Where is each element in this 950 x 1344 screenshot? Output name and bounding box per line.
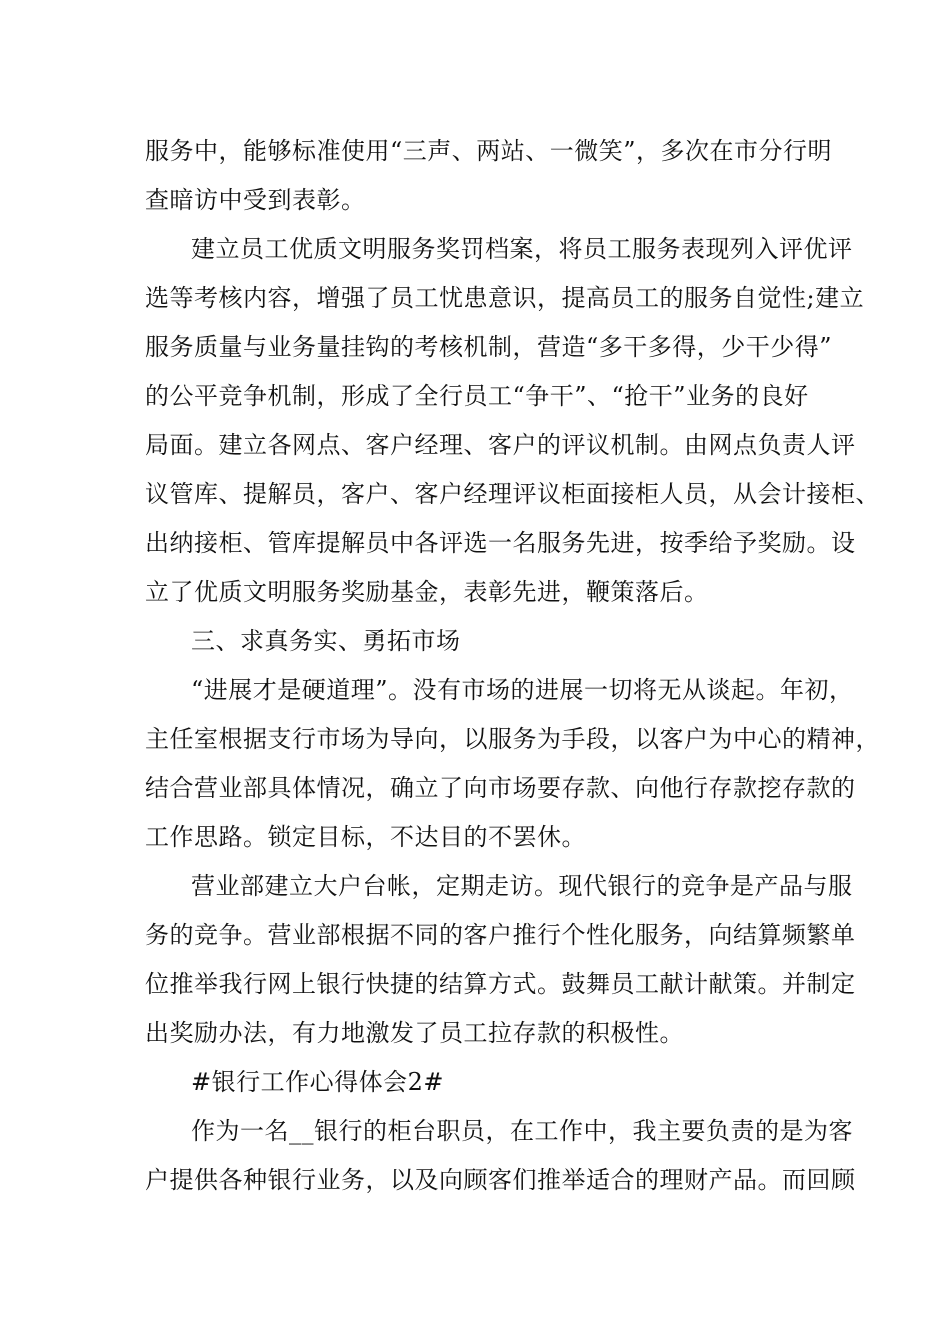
text-line: 工作思路。锁定目标，不达目的不罢休。 [145, 823, 586, 851]
text-line: 务的竞争。营业部根据不同的客户推行个性化服务，向结算频繁单 [145, 921, 856, 949]
paragraph-service-standard [145, 127, 833, 225]
heading-line: 三、求真务实、勇拓市场 [191, 627, 461, 655]
section-heading-experience-2 [145, 1058, 825, 1107]
section-heading-market [145, 617, 825, 666]
text-line: 立了优质文明服务奖励基金，表彰先进，鞭策落后。 [145, 578, 709, 606]
text-line: 服务质量与业务量挂钩的考核机制，营造“多干多得，少干少得” [145, 333, 833, 361]
paragraph-development [145, 666, 880, 862]
heading-line: #银行工作心得体会2# [191, 1068, 444, 1096]
text-line: 户提供各种银行业务，以及向顾客们推举适合的理财产品。而回顾 [145, 1166, 856, 1194]
paragraph-reward-archive [145, 225, 880, 617]
paragraph-teller-role [145, 1107, 856, 1205]
text-line: 出纳接柜、管库提解员中各评选一名服务先进，按季给予奖励。设 [145, 529, 856, 557]
text-line: 局面。建立各网点、客户经理、客户的评议机制。由网点负责人评 [145, 431, 856, 459]
document-body [145, 127, 880, 1205]
text-line: 选等考核内容，增强了员工忧患意识，提高员工的服务自觉性;建立 [145, 284, 865, 312]
text-line: 议管库、提解员，客户、客户经理评议柜面接柜人员，从会计接柜、 [145, 480, 880, 508]
text-line: 营业部建立大户台帐，定期走访。现代银行的竞争是产品与服 [191, 872, 853, 900]
paragraph-major-accounts [145, 862, 856, 1058]
text-line: 出奖励办法，有力地激发了员工拉存款的积极性。 [145, 1019, 684, 1047]
text-line: 服务中，能够标准使用“三声、两站、一微笑”，多次在市分行明 [145, 137, 833, 165]
text-line: 作为一名__银行的柜台职员，在工作中，我主要负责的是为客 [191, 1117, 853, 1145]
text-line: 建立员工优质文明服务奖罚档案，将员工服务表现列入评优评 [191, 235, 853, 263]
text-line: 主任室根据支行市场为导向，以服务为手段，以客户为中心的精神， [145, 725, 880, 753]
text-line: 结合营业部具体情况，确立了向市场要存款、向他行存款挖存款的 [145, 774, 856, 802]
text-line: “进展才是硬道理”。没有市场的进展一切将无从谈起。年初， [191, 676, 854, 704]
text-line: 位推举我行网上银行快捷的结算方式。鼓舞员工献计献策。并制定 [145, 970, 856, 998]
text-line: 的公平竞争机制，形成了全行员工“争干”、“抢干”业务的良好 [145, 382, 809, 410]
text-line: 查暗访中受到表彰。 [145, 186, 366, 214]
